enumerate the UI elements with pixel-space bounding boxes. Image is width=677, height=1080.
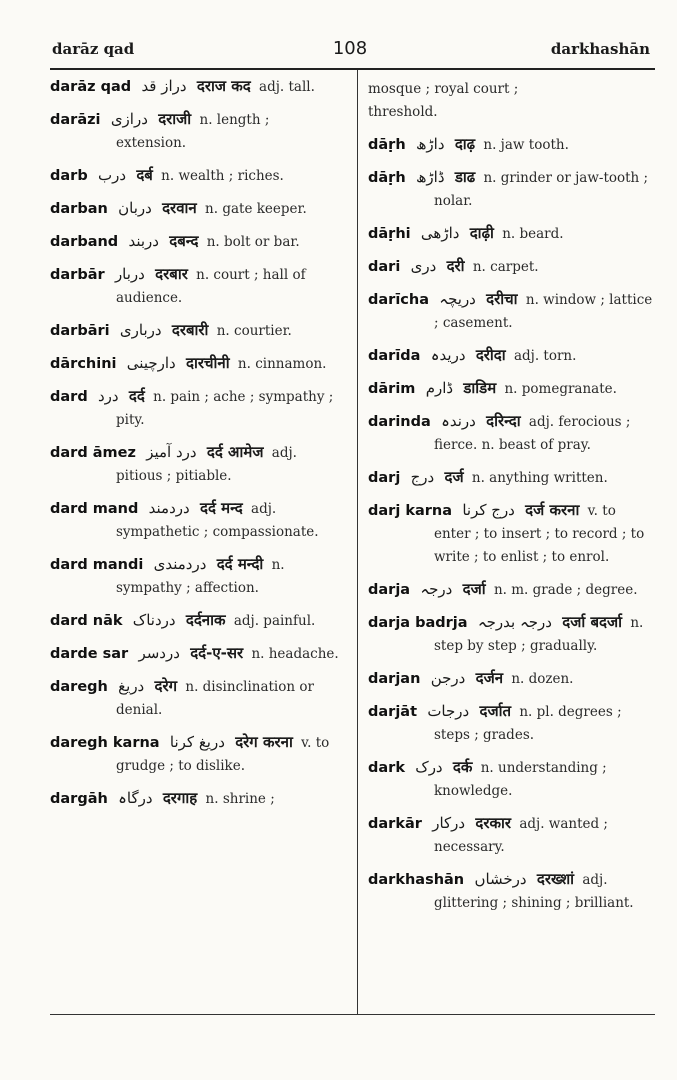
hindi-script: दबन्द [169,232,199,250]
headword: dārchini [50,356,117,372]
headword: darbār [50,267,105,283]
urdu-script: دردناک [132,611,176,629]
page-header [50,40,650,64]
hindi-script: दर्जा बदर्जा [562,613,623,631]
dictionary-entry [50,108,340,155]
urdu-script: ڈارم [425,379,454,397]
hindi-script: दर्जन [475,669,504,687]
headword: darīda [368,348,421,364]
definition: n. dozen. [511,671,574,687]
urdu-script: درج [410,468,435,486]
definition: n. window ; lattice ; casement. [434,292,653,331]
definition: n. courtier. [216,323,292,339]
dictionary-entry [368,466,656,490]
headword: dāṛh [368,170,406,186]
urdu-script: دربند [128,232,159,250]
urdu-script: درک [415,758,443,776]
definition: adj. painful. [233,613,316,629]
urdu-script: دردمند [148,499,190,517]
urdu-script: درباری [119,321,162,339]
dictionary-entry [368,410,656,457]
headword: dāṛh [368,137,406,153]
guide-word-right: darkhashān [550,40,650,58]
headword: darb [50,168,88,184]
urdu-script: درکار [432,814,466,832]
definition: n. pl. degrees ; steps ; grades. [434,704,622,743]
headword: dark [368,760,405,776]
urdu-script: درازی [110,110,148,128]
headword: darj karna [368,503,453,519]
urdu-script: درج کرنا [462,501,515,519]
hindi-script: दाढ़ी [469,224,494,242]
headword: daregh [50,679,108,695]
urdu-script: دارچینی [126,354,176,372]
headword: dārim [368,381,416,397]
urdu-script: دری [410,257,437,275]
headword: darkār [368,816,422,832]
hindi-script: दर्ज [444,468,464,486]
dictionary-entry [50,230,340,254]
urdu-script: درخشاں [474,870,527,888]
definition: v. to enter ; to insert ; to record ; to write ; to enlist ; to enrol. [434,503,645,565]
continued-definition-text: mosque ; royal court ; threshold. [368,81,519,120]
definition: n. pomegranate. [504,381,617,397]
definition: n. step by step ; gradually. [434,615,644,654]
definition: n. anything written. [471,470,608,486]
urdu-script: درجات [427,702,470,720]
hindi-script: दरकार [475,814,512,832]
right-column [368,78,656,924]
headword: darja badrja [368,615,468,631]
definition: n. jaw tooth. [483,137,569,153]
definition: adj. sympathetic ; compassionate. [116,501,319,540]
definition: v. to grudge ; to dislike. [116,735,330,774]
dictionary-entry [368,377,656,401]
dictionary-entry [50,75,340,99]
urdu-script: دربان [118,199,152,217]
hindi-script: दारचीनी [186,354,230,372]
headword: darjāt [368,704,418,720]
dictionary-entry [50,441,340,488]
headword: dard [50,389,88,405]
dictionary-entry [50,642,340,666]
hindi-script: दर्द आमेज [206,443,264,461]
headword: dard mand [50,501,139,517]
hindi-script: दरिन्दा [486,412,521,430]
urdu-script: دریدہ [430,346,466,364]
urdu-script: داڑھ [415,135,445,153]
hindi-script: दर्दनाक [185,611,226,629]
urdu-script: داڑھی [420,224,460,242]
definition: adj. pitious ; pitiable. [116,445,297,484]
hindi-script: दर्द मन्दी [216,555,264,573]
dictionary-entry [50,164,340,188]
guide-word-left: darāz qad [52,40,135,58]
continued-definition [368,78,656,124]
dictionary-entry [50,553,340,600]
hindi-script: दरी [446,257,465,275]
hindi-script: दर्ब [136,166,153,184]
dictionary-entry [50,197,340,221]
hindi-script: दरीचा [486,290,518,308]
headword: darjan [368,671,421,687]
dictionary-entry [50,609,340,633]
hindi-script: दरबार [155,265,188,283]
urdu-script: درجہ بدرجہ [477,613,552,631]
headword: dard āmez [50,445,136,461]
hindi-script: दरीदा [475,346,506,364]
definition: adj. torn. [513,348,577,364]
urdu-script: درندہ [441,412,476,430]
dictionary-entry [50,787,340,811]
dictionary-entry [368,255,656,279]
footer-rule [50,1014,655,1015]
hindi-script: दर्ज करना [525,501,580,519]
urdu-script: دریغ کرنا [169,733,225,751]
hindi-script: दरगाह [162,789,198,807]
hindi-script: दरवान [162,199,197,217]
dictionary-entry [368,667,656,691]
dictionary-entry [368,700,656,747]
urdu-script: درد [98,387,119,405]
dictionary-entry [50,385,340,432]
headword: darbāri [50,323,110,339]
headword: dāṛhi [368,226,411,242]
header-rule [50,68,655,70]
hindi-script: दराज कद [196,77,251,95]
dictionary-entry [50,352,340,376]
dictionary-entry [368,611,656,658]
hindi-script: डाढ [454,168,476,186]
definition: n. understanding ; knowledge. [434,760,607,799]
definition: adj. glittering ; shining ; brilliant. [434,872,634,911]
headword: darband [50,234,119,250]
dictionary-entry [368,133,656,157]
hindi-script: दर्द मन्द [199,499,243,517]
headword: darinda [368,414,431,430]
dictionary-entry [368,756,656,803]
definition: adj. ferocious ; fierce. n. beast of pray. [434,414,631,453]
definition: n. cinnamon. [237,356,327,372]
urdu-script: دردسر [138,644,180,662]
definition: n. disinclination or denial. [116,679,314,718]
headword: dard nāk [50,613,123,629]
definition: n. length ; extension. [116,112,270,151]
headword: darāzi [50,112,101,128]
definition: n. wealth ; riches. [161,168,284,184]
definition: n. sympathy ; affection. [116,557,285,596]
hindi-script: दरेग [154,677,178,695]
definition: n. m. grade ; degree. [493,582,638,598]
dictionary-entry [368,288,656,335]
dictionary-entry [368,499,656,569]
definition: adj. tall. [259,79,315,95]
definition: n. headache. [251,646,339,662]
dictionary-entry [50,731,340,778]
definition: n. beard. [502,226,564,242]
page-number: 108 [332,38,368,59]
dictionary-entry [50,319,340,343]
urdu-script: درد آمیز [146,443,197,461]
definition: n. bolt or bar. [206,234,300,250]
urdu-script: دربار [114,265,145,283]
urdu-script: دریغ [118,677,145,695]
dictionary-entry [368,868,656,915]
urdu-script: درگاہ [118,789,153,807]
headword: dargāh [50,791,108,807]
headword: darde sar [50,646,129,662]
hindi-script: दर्जात [479,702,512,720]
left-column [50,75,340,820]
dictionary-entry [368,578,656,602]
dictionary-entry [368,166,656,213]
hindi-script: दराजी [158,110,192,128]
definition: n. shrine ; [205,791,275,807]
dictionary-entry [50,497,340,544]
urdu-script: دردمندی [153,555,207,573]
definition: adj. wanted ; necessary. [434,816,608,855]
headword: darkhashān [368,872,465,888]
dictionary-entry [50,675,340,722]
hindi-script: दरेग करना [235,733,293,751]
urdu-script: دراز قد [141,77,187,95]
hindi-script: दाढ़ [454,135,476,153]
definition: n. gate keeper. [205,201,307,217]
hindi-script: डाडिम [463,379,497,397]
hindi-script: दर्जा [462,580,486,598]
definition: n. pain ; ache ; sympathy ; pity. [116,389,334,428]
hindi-script: दर्द-ए-सर [190,644,244,662]
dictionary-entry [368,812,656,859]
headword: darja [368,582,411,598]
hindi-script: दर्द [128,387,145,405]
dictionary-entry [368,222,656,246]
headword: daregh karna [50,735,160,751]
hindi-script: दरबारी [171,321,209,339]
dictionary-entry [368,344,656,368]
dictionary-entry [50,263,340,310]
urdu-script: دریچہ [439,290,476,308]
column-divider [357,70,358,1015]
headword: dard mandi [50,557,144,573]
headword: darj [368,470,401,486]
urdu-script: درجن [430,669,466,687]
headword: darīcha [368,292,429,308]
definition: n. carpet. [472,259,539,275]
urdu-script: ڈاڑھ [415,168,445,186]
headword: darban [50,201,108,217]
hindi-script: दर्क [452,758,473,776]
definition: n. grinder or jaw-tooth ; nolar. [434,170,649,209]
definition: n. court ; hall of audience. [116,267,306,306]
headword: dari [368,259,401,275]
urdu-script: درب [98,166,127,184]
urdu-script: درجہ [420,580,453,598]
hindi-script: दरख्शां [536,870,575,888]
headword: darāz qad [50,79,132,95]
